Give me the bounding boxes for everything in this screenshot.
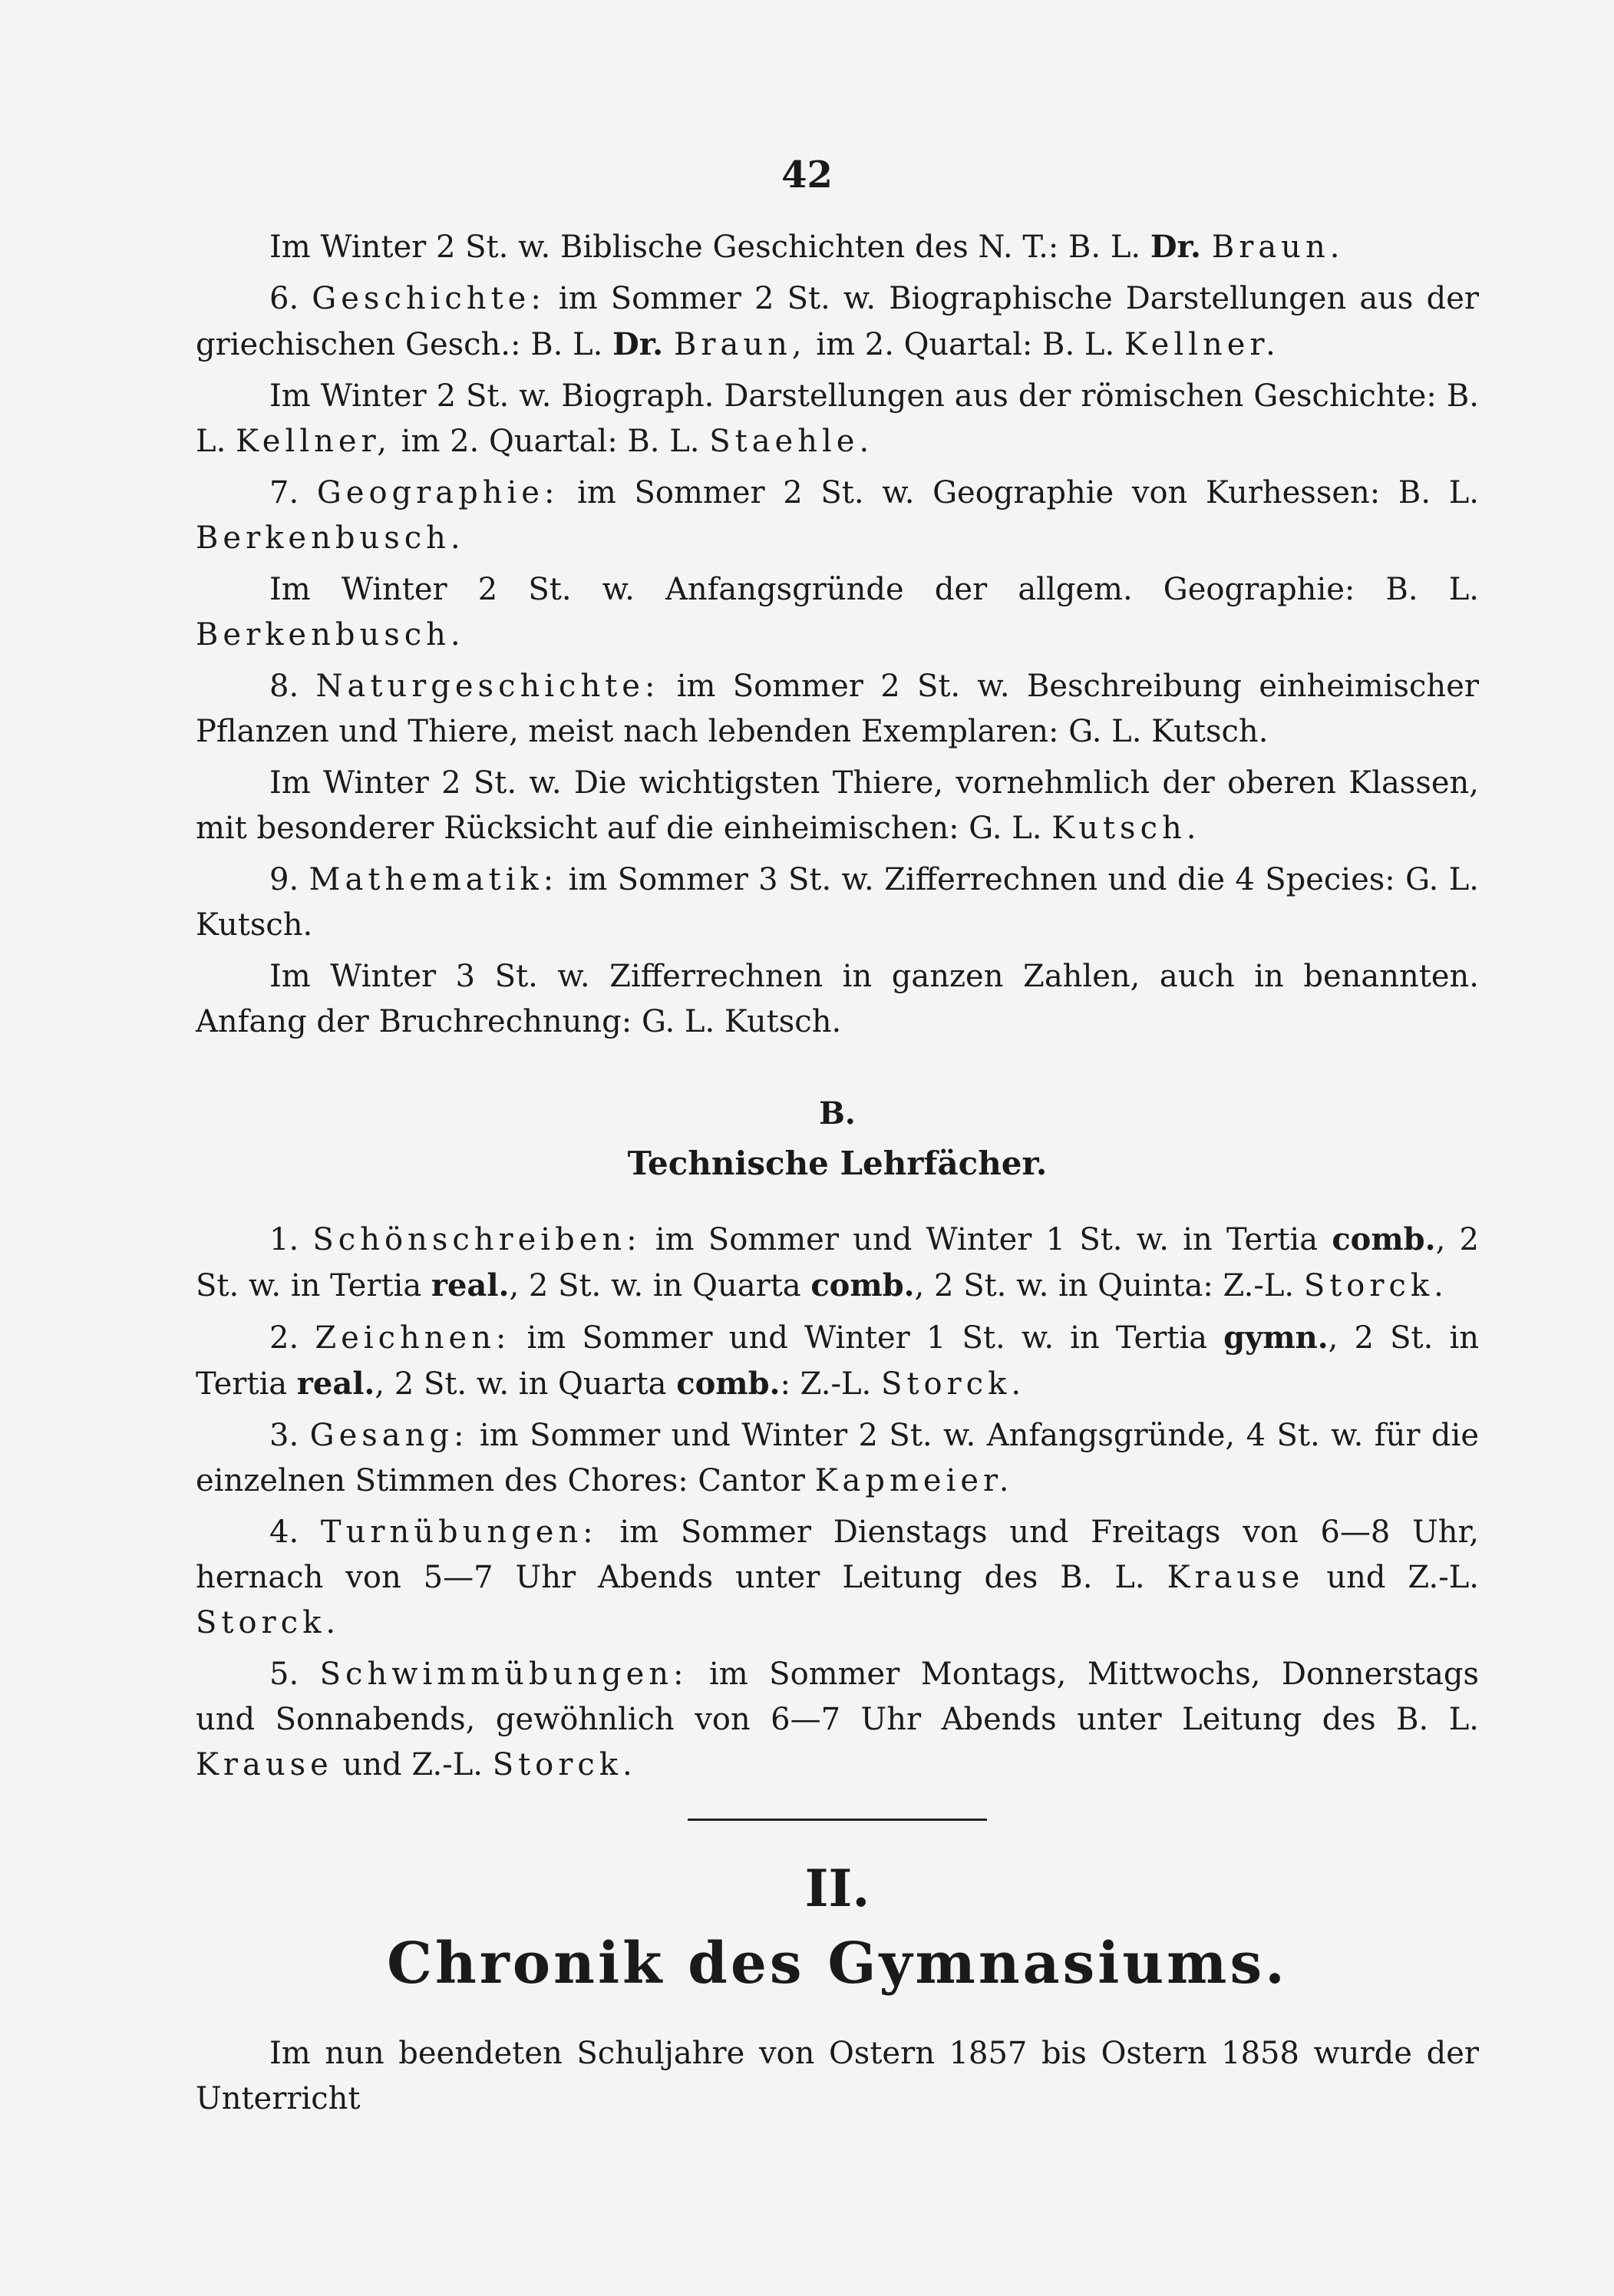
text-run: 8. — [269, 669, 316, 704]
text-run: Kutsch. — [1051, 811, 1201, 846]
text-run: Kellner. — [1124, 327, 1280, 362]
section-b-letter: B. — [819, 1095, 856, 1131]
paragraph-b3-gesang — [196, 1413, 1479, 1504]
text-run: Im Winter 2 St. w. Biograph. Darstellungen aus der römischen Geschichte: B. L. — [196, 378, 1479, 459]
text-run: Zeichnen: — [315, 1320, 511, 1356]
paragraph-item-9-mathematik — [196, 857, 1479, 948]
paragraph-item-6-geschichte — [196, 276, 1479, 368]
paragraph-winter-5 — [196, 224, 1479, 270]
text-run: im Sommer und Winter 2 St. w. Anfangsgründe, 4 St. w. für die einzelnen Stimmen des Chores: Cantor — [196, 1418, 1479, 1498]
text-run: comb. — [676, 1366, 781, 1402]
text-run: Naturgeschichte: — [315, 669, 660, 704]
text-run: Dr. — [612, 326, 674, 362]
paragraph-winter-8 — [196, 761, 1479, 851]
paragraph-b1-schoenschreiben — [196, 1217, 1479, 1309]
text-run: Im Winter 2 St. w. Die wichtigsten Thiere, vornehmlich der oberen Klassen, mit besonderer Rücksicht auf die einheimischen: G. L. — [196, 765, 1479, 846]
paragraph-winter-6 — [196, 374, 1479, 464]
text-run: 7. — [269, 475, 317, 510]
text-run: : Z.-L. — [780, 1366, 881, 1402]
text-run: im 2. Quartal: B. L. — [806, 327, 1124, 362]
section-b-title: Technische Lehrfächer. — [627, 1145, 1048, 1182]
text-run: 2. — [269, 1320, 315, 1356]
paragraph-item-7-geographie — [196, 471, 1479, 561]
text-run: Staehle. — [709, 424, 874, 459]
paragraph-winter-7 — [196, 567, 1479, 658]
text-run: 9. — [269, 862, 309, 897]
paragraph-b2-zeichnen — [196, 1315, 1479, 1407]
text-run: Krause — [196, 1747, 333, 1782]
page-number: 42 — [781, 154, 833, 197]
text-run: Im Winter 2 St. w. Biblische Geschichten des N. T.: B. L. — [269, 230, 1150, 265]
text-run: , 2 St. w. in Quarta — [375, 1366, 677, 1402]
text-run: im Sommer und Winter 1 St. w. in Tertia — [510, 1320, 1224, 1356]
text-run: im 2. Quartal: B. L. — [391, 424, 710, 459]
text-run: 5. — [269, 1657, 320, 1692]
text-run: Braun. — [1211, 230, 1345, 265]
text-run: Schwimmübungen: — [319, 1657, 688, 1692]
text-run: und Z.-L. — [332, 1747, 493, 1782]
text-run: Im Winter 3 St. w. Zifferrechnen in ganzen Zahlen, auch in benannten. Anfang der Bruchrechnung: G. L. Kutsch. — [196, 959, 1479, 1039]
text-run: Geschichte: — [312, 281, 546, 316]
text-run: Storck. — [1303, 1268, 1448, 1303]
text-run: Storck. — [196, 1605, 341, 1640]
paragraph-item-8-naturgeschichte — [196, 664, 1479, 755]
text-run: Gesang: — [309, 1418, 469, 1453]
text-run: im Sommer 2 St. w. Biographische Darstellungen aus der griechischen Gesch.: B. L. — [196, 281, 1479, 362]
text-run: im Sommer 2 St. w. Beschreibung einheimischer Pflanzen und Thiere, meist nach lebenden Exemplaren: G. L. Kutsch. — [196, 669, 1479, 749]
text-run: 3. — [269, 1418, 310, 1453]
text-run: und Z.-L. — [1304, 1560, 1480, 1595]
text-run: Im Winter 2 St. w. Anfangsgründe der allgem. Geographie: B. L. — [269, 572, 1479, 607]
text-run: im Sommer Montags, Mittwochs, Donnerstags und Sonnabends, gewöhnlich von 6—7 Uhr Abends unter Leitung des B. L. — [196, 1657, 1479, 1737]
text-run: , 2 St. w. in Quinta: Z.-L. — [914, 1268, 1304, 1303]
text-run: Turnübungen: — [320, 1515, 598, 1550]
text-run: Krause — [1167, 1560, 1305, 1595]
text-run: comb. — [810, 1267, 915, 1303]
text-run: Berkenbusch. — [196, 617, 465, 652]
text-block — [196, 224, 1479, 2128]
section-a-continued — [196, 224, 1479, 1045]
text-run: im Sommer und Winter 1 St. w. in Tertia — [641, 1222, 1332, 1257]
text-run: Dr. — [1150, 229, 1212, 265]
text-run: im Sommer Dienstags und Freitags von 6—8 Uhr, hernach von 5—7 Uhr Abends unter Leitung des B. L. — [196, 1515, 1479, 1595]
text-run: real. — [431, 1267, 510, 1303]
text-run: Kapmeier. — [814, 1463, 1014, 1498]
section-divider-rule — [688, 1819, 987, 1821]
paragraph-b4-turnuebungen — [196, 1510, 1479, 1646]
text-run: , 2 St. in Tertia — [196, 1320, 1480, 1402]
text-run: real. — [296, 1366, 375, 1402]
text-run: im Sommer 2 St. w. Geographie von Kurhessen: B. L. — [559, 475, 1479, 510]
text-run: im Sommer 3 St. w. Zifferrechnen und die 4 Species: G. L. Kutsch. — [196, 862, 1480, 943]
text-run: comb. — [1332, 1221, 1436, 1257]
text-run: gymn. — [1223, 1320, 1328, 1356]
paragraph-winter-9 — [196, 954, 1479, 1045]
text-run: Storck. — [881, 1366, 1026, 1402]
text-run: 1. — [269, 1222, 313, 1257]
text-run: 4. — [269, 1515, 321, 1550]
section-b-items — [196, 1217, 1479, 1788]
text-run: Kellner, — [236, 424, 391, 459]
text-run: Storck. — [492, 1747, 637, 1782]
paragraph-b5-schwimmuebungen — [196, 1652, 1479, 1788]
text-run: , 2 St. w. in Tertia — [196, 1222, 1479, 1303]
text-run: Schönschreiben: — [312, 1222, 642, 1257]
text-run: Geographie: — [316, 475, 559, 510]
text-run: 6. — [269, 281, 312, 316]
section-ii-numeral: II. — [804, 1858, 870, 1918]
text-run: Berkenbusch. — [196, 520, 465, 556]
text-run: , 2 St. w. in Quarta — [509, 1268, 811, 1303]
text-run: Mathematik: — [309, 862, 559, 897]
text-run: Braun, — [673, 327, 807, 362]
section-ii-intro: Im nun beendeten Schuljahre von Ostern 1857 bis Ostern 1858 wurde der Unterricht — [196, 2036, 1479, 2116]
section-ii-title: Chronik des Gymnasiums. — [387, 1931, 1288, 1997]
